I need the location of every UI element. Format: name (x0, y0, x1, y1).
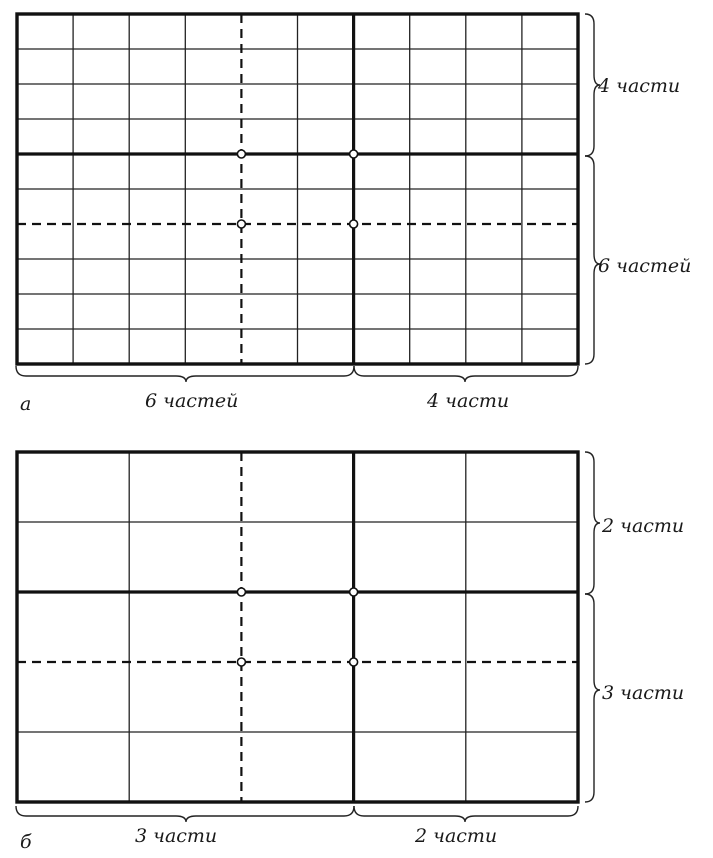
diagram-b (16, 452, 684, 853)
brace-b-bottom-right-h (354, 806, 578, 822)
intersection-b-node (237, 658, 245, 666)
intersection-b-node (350, 588, 358, 596)
brace-b-bottom-right (585, 594, 600, 802)
label-a-top-right: 4 части (598, 75, 681, 97)
label-a-bottom-right: 6 частей (598, 255, 692, 277)
brace-a-bottom-left (16, 366, 354, 382)
intersection-b-node (237, 588, 245, 596)
intersection-a-node (350, 220, 358, 228)
intersection-a-node (350, 150, 358, 158)
label-b-bottom-right: 3 части (602, 682, 685, 704)
brace-b-bottom-left (16, 806, 354, 822)
intersection-a-node (237, 150, 245, 158)
intersection-a-node (237, 220, 245, 228)
letter-a: а (20, 393, 32, 415)
brace-a-bottom-right-h (354, 366, 578, 382)
grid-b (17, 452, 578, 802)
label-a-bottom-left: 6 частей (145, 390, 239, 412)
brace-b-top-right (585, 452, 600, 594)
grid-a (17, 14, 578, 364)
label-a-bottom-right-h: 4 части (427, 390, 510, 412)
label-b-bottom-left: 3 части (135, 825, 218, 847)
frame-b (17, 452, 578, 802)
intersection-b-node (350, 658, 358, 666)
label-b-bottom-right-h: 2 части (415, 825, 498, 847)
letter-b: б (20, 831, 32, 853)
diagram-a (16, 14, 691, 415)
label-b-top-right: 2 части (602, 515, 685, 537)
